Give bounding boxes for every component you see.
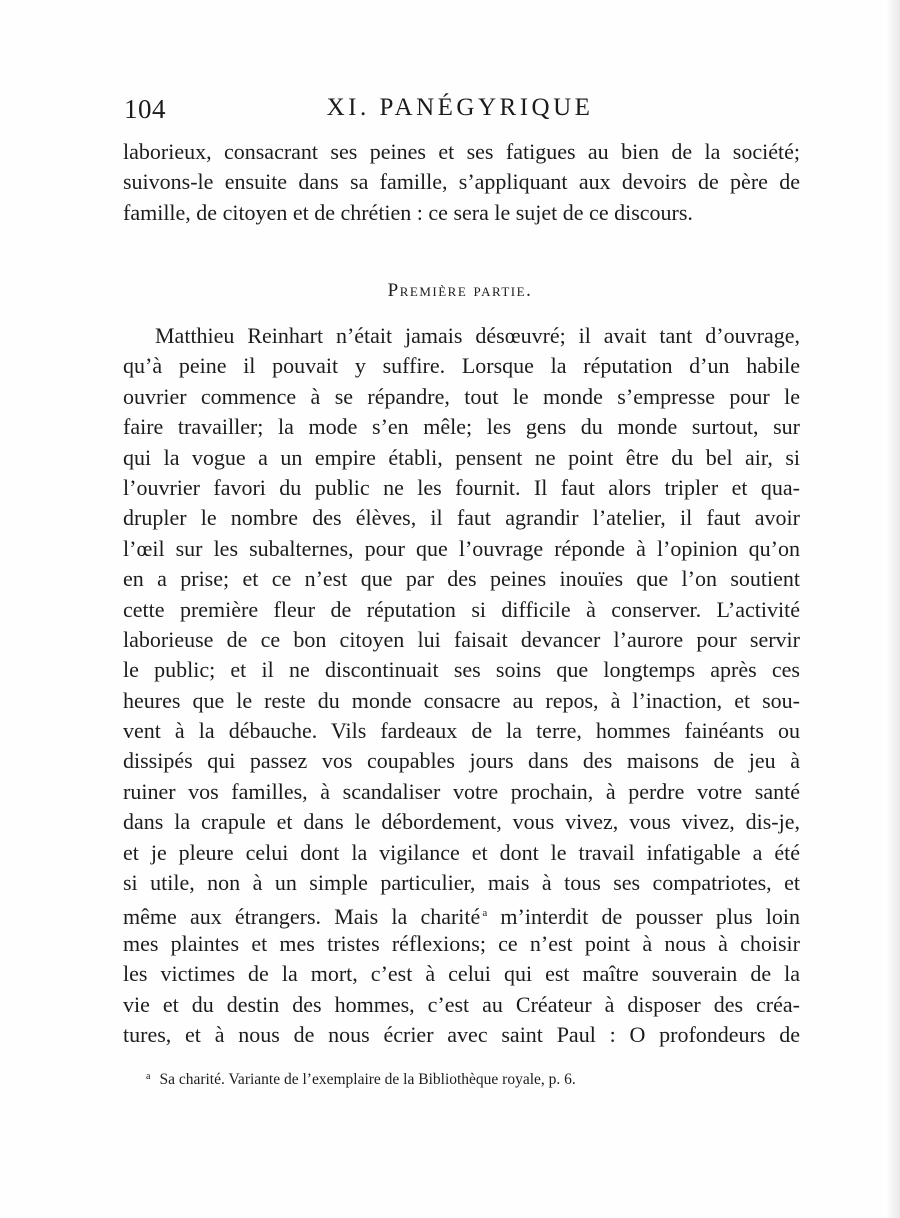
text-line: vie et du destin des hommes, c’est au Créateur à disposer des créa- (123, 991, 800, 1017)
text-line: si utile, non à un simple particulier, mais à tous ses compatriotes, et (123, 870, 800, 896)
text-line: ruiner vos familles, à scandaliser votre prochain, à perdre votre santé (123, 778, 800, 804)
text-line: faire travailler; la mode s’en mêle; les gens du monde surtout, sur (123, 414, 800, 440)
text-line: qu’à peine il pouvait y suffire. Lorsque la réputation d’un habile (123, 353, 800, 379)
footnote-text: Sa charité. Variante de l’exemplaire de la Bibliothèque royale, p. 6. (159, 1071, 576, 1088)
text-line: suivons-le ensuite dans sa famille, s’appliquant aux devoirs de père de (123, 169, 800, 195)
text-line: les victimes de la mort, c’est à celui qui est maître souverain de la (123, 961, 800, 987)
section-heading-text: Première partie. (387, 280, 533, 301)
text-line: Matthieu Reinhart n’était jamais désœuvré; il avait tant d’ouvrage, (155, 323, 800, 348)
text-line: et je pleure celui dont la vigilance et dont le travail infatigable a été (123, 839, 800, 865)
footnote-reference: a (482, 907, 488, 920)
text-line: heures que le reste du monde consacre au repos, à l’inaction, et sou- (123, 687, 800, 713)
text-line: dissipés qui passez vos coupables jours dans des maisons de jeu à (123, 748, 800, 774)
text-line: laborieuse de ce bon citoyen lui faisait devancer l’aurore pour servir (123, 626, 800, 652)
text-line: ouvrier commence à se répandre, tout le monde s’empresse pour le (123, 383, 800, 409)
text-line: vent à la débauche. Vils fardeaux de la terre, hommes fainéants ou (123, 718, 800, 744)
main-paragraph (123, 321, 800, 1050)
running-title-text: XI. PANÉGYRIQUE (326, 94, 594, 121)
text-segment: même aux étrangers. Mais la charité (123, 904, 481, 930)
text-line: mes plaintes et mes tristes réflexions; ce n’est point à nous à choisir (123, 930, 800, 956)
text-line: l’ouvrier favori du public ne les fournit. Il faut alors tripler et qua- (123, 474, 800, 500)
text-line: drupler le nombre des élèves, il faut agrandir l’atelier, il faut avoir (123, 505, 800, 531)
text-line: cette première fleur de réputation si difficile à conserver. L’activité (123, 596, 800, 622)
text-line-with-note (123, 898, 800, 928)
text-line: famille, de citoyen et de chrétien : ce sera le sujet de ce discours. (123, 199, 693, 225)
footnote (146, 1071, 576, 1089)
text-line: laborieux, consacrant ses peines et ses fatigues au bien de la société; (123, 139, 800, 164)
text-segment: m’interdit de pousser plus loin (487, 904, 800, 930)
page-number: 104 (124, 94, 166, 124)
text-line: qui la vogue a un empire établi, pensent ne point être du bel air, si (123, 444, 800, 470)
intro-paragraph (123, 137, 800, 228)
running-title (0, 94, 900, 122)
text-line: tures, et à nous de nous écrier avec saint Paul : O profondeurs de (123, 1021, 800, 1047)
footnote-marker: a (146, 1071, 151, 1082)
text-line: en a prise; et ce n’est que par des peines inouïes que l’on soutient (123, 566, 800, 592)
section-heading (0, 280, 900, 302)
text-line: l’œil sur les subalternes, pour que l’ouvrage réponde à l’opinion qu’on (123, 535, 800, 561)
text-line: dans la crapule et dans le débordement, vous vivez, vous vivez, dis-je, (123, 809, 800, 835)
page-edge-shadow (886, 0, 900, 1218)
text-line: le public; et il ne discontinuait ses soins que longtemps après ces (123, 657, 800, 683)
